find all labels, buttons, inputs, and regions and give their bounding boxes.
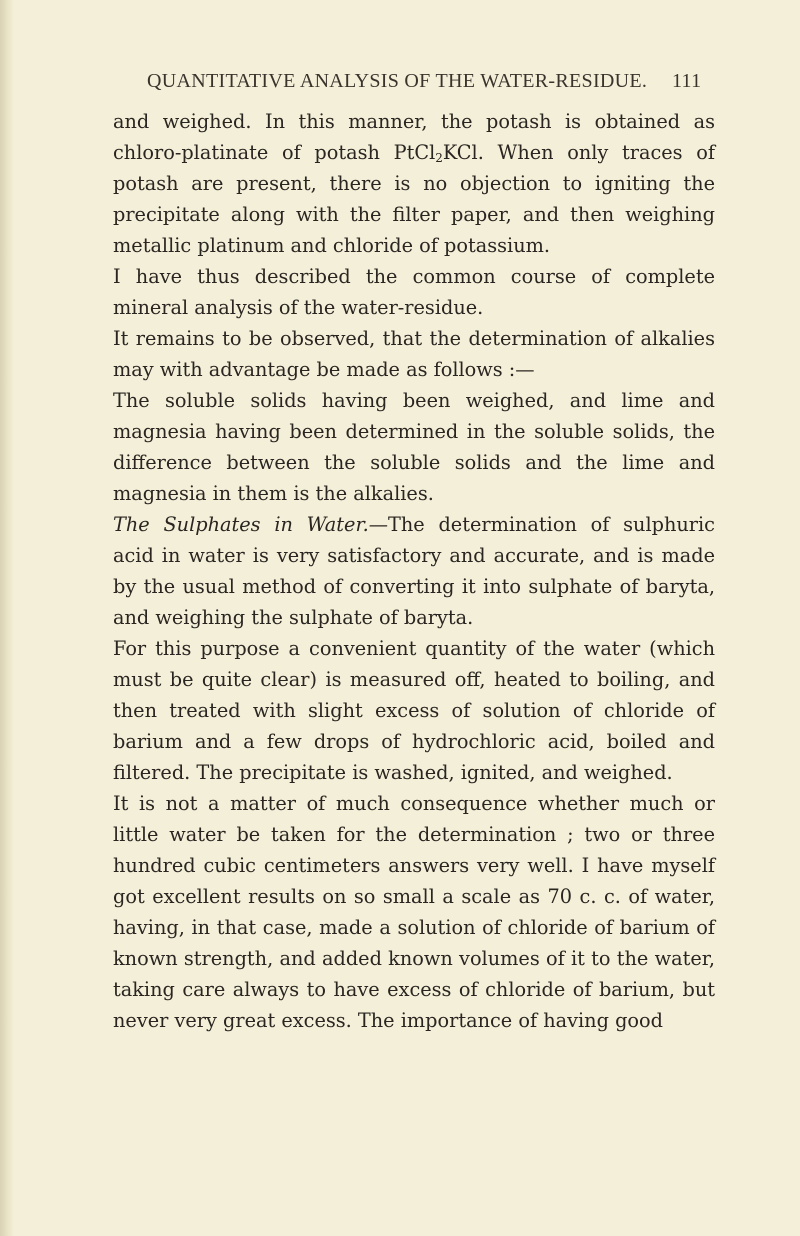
paragraph-quantity: It is not a matter of much consequence whether much or little water be taken for the determination ; two or three hundred cubic centimeters answers very well. I have myself got excellent results on so small a scale as 70 c. c. of water, having, in that case, made a solution of chloride of barium of known strength, and added known volumes of it to the water, taking care always to have excess of chloride of barium, but never very great excess. The importance of having good <box>113 792 715 1032</box>
paragraph-potash <box>113 106 715 261</box>
paragraph-potash-text-b: KCl. When only traces of potash are present, there is no objection to igniting the precipitate along with the filter paper, and then weighing metallic platinum and chloride of potassium. <box>113 141 715 257</box>
page-number: 111 <box>672 70 702 92</box>
paragraph-alkalies-method: The soluble solids having been weighed, and lime and magnesia having been determined in the soluble solids, the difference between the soluble solids and the lime and magnesia in them is the alkalies. <box>113 389 715 505</box>
paragraph-summary: I have thus described the common course of complete mineral analysis of the water-residue. <box>113 265 715 319</box>
paragraph-alkalies-intro: It remains to be observed, that the determination of alkalies may with advantage be made as follows :— <box>113 327 715 381</box>
paragraph-sulphates-text: —The determination of sulphuric acid in water is very satisfactory and accurate, and is made by the usual method of converting it into sulphate of baryta, and weighing the sulphate of baryta. <box>113 513 715 629</box>
body-text <box>113 106 715 1036</box>
running-head <box>0 70 800 96</box>
paragraph-procedure: For this purpose a convenient quantity of the water (which must be quite clear) is measured off, heated to boiling, and then treated with slight excess of solution of chloride of barium and a few drops of hydrochloric acid, boiled and filtered. The precipitate is washed, ignited, and weighed. <box>113 637 715 784</box>
chemical-subscript: 2 <box>435 151 443 165</box>
section-heading-sulphates: The Sulphates in Water. <box>113 513 369 536</box>
running-title: QUANTITATIVE ANALYSIS OF THE WATER-RESIDUE. <box>147 70 648 92</box>
paragraph-potash-text-a: and weighed. In this manner, the potash is obtained as chloro-platinate of potash PtCl <box>113 110 715 164</box>
paragraph-sulphates <box>113 509 715 633</box>
page-edge <box>0 0 14 1236</box>
